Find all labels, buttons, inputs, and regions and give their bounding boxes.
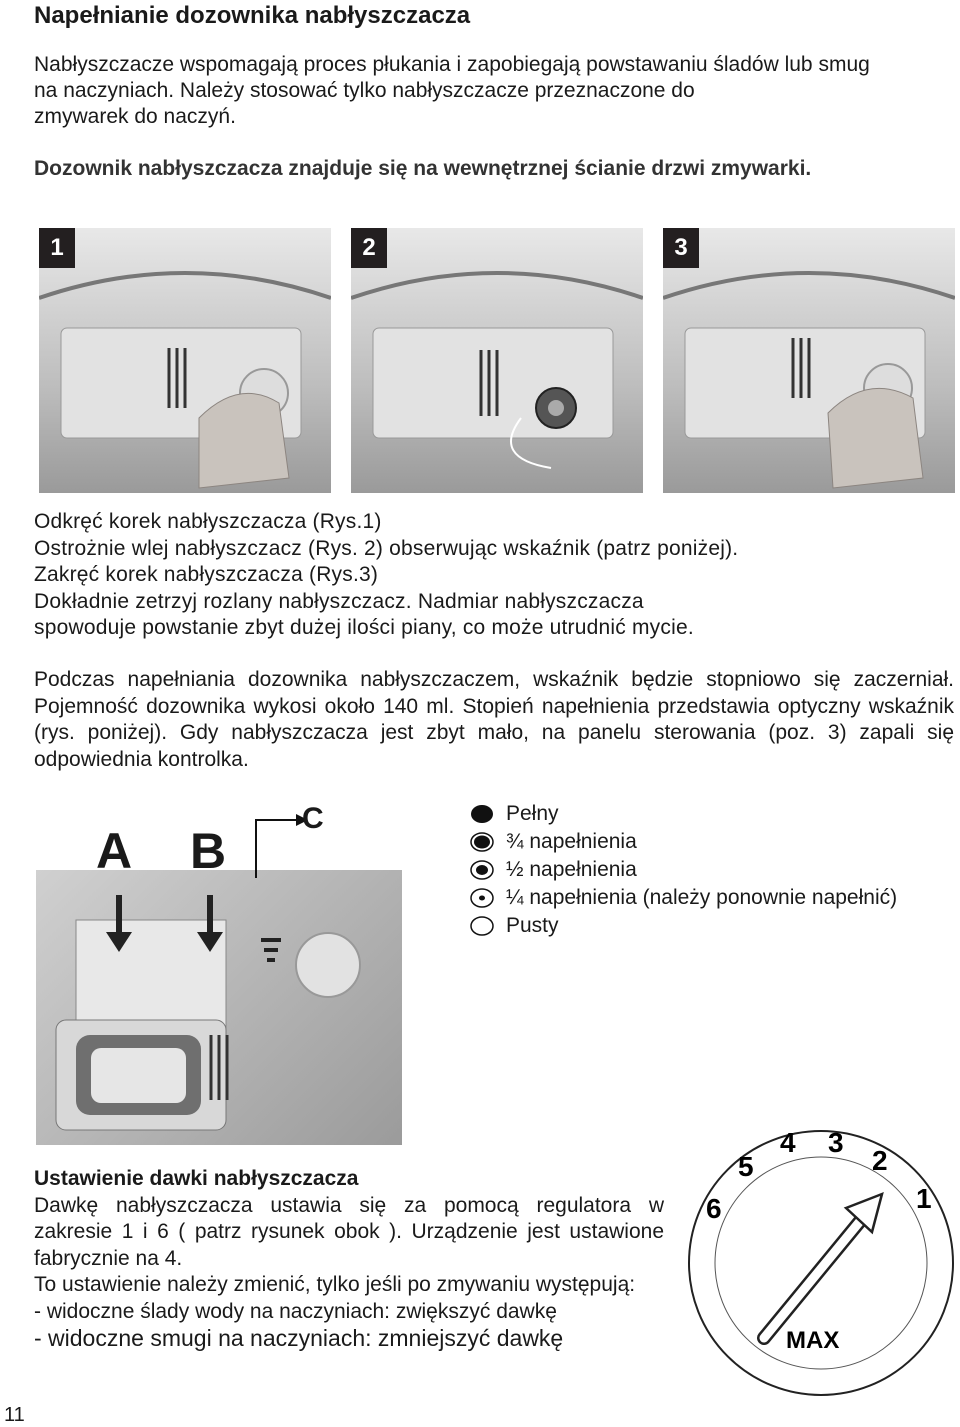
step-3: Zakręć korek nabłyszczacza (Rys.3)	[34, 563, 379, 586]
intro-line-2: na naczyniach. Należy stosować tylko nabłyszczacze przeznaczone do	[34, 79, 695, 102]
legend-three-quarter: ¾ napełnienia	[470, 828, 637, 856]
dispenser-illustration	[39, 228, 331, 493]
intro-line-3: zmywarek do naczyń.	[34, 105, 236, 128]
step-5: spowoduje powstanie zbyt dużej ilości piany, co może utrudnić mycie.	[34, 616, 694, 639]
page-number: 11	[4, 1404, 25, 1426]
dial-number-1: 1	[916, 1183, 932, 1214]
dispenser-illustration	[663, 228, 955, 493]
dial-number-6: 6	[706, 1193, 722, 1224]
photo-number: 3	[663, 228, 699, 268]
page-title: Napełnianie dozownika nabłyszczacza	[34, 2, 471, 29]
photo-step-2	[351, 228, 643, 493]
label-a: A	[96, 823, 133, 879]
photo-step-3	[663, 228, 955, 493]
filling-description: Podczas napełniania dozownika nabłyszczaczem, wskaźnik będzie stopniowo się zaczerniał. Pojemność dozownika wykosi około 140 ml. Stopień napełnienia przedstawia optyczny wskaźnik (rys. poniżej). Gdy nabłyszczacza jest zbyt mało, na panelu sterowania (poz. 3) zapali się odpowiednia kontrolka.	[34, 668, 954, 771]
dial-number-3: 3	[828, 1128, 844, 1158]
step-1: Odkręć korek nabłyszczacza (Rys.1)	[34, 510, 382, 533]
filling-steps	[34, 509, 738, 642]
indicator-three-quarter-icon	[470, 831, 496, 853]
legend-full: Pełny	[470, 800, 559, 828]
label-c: C	[302, 802, 324, 835]
legend-half: ½ napełnienia	[470, 856, 637, 884]
step-4: Dokładnie zetrzyj rozlany nabłyszczacz. Nadmiar nabłyszczacza	[34, 589, 644, 613]
photo-step-1	[39, 228, 331, 493]
dispenser-diagram	[36, 870, 402, 1145]
indicator-quarter-icon	[470, 887, 496, 909]
indicator-empty-icon	[470, 915, 496, 937]
dial-number-4: 4	[780, 1128, 796, 1158]
dose-bullet-2: - widoczne smugi na naczyniach: zmniejszyć dawkę	[34, 1325, 564, 1351]
indicator-full-icon	[470, 803, 496, 825]
dose-text-1: Dawkę nabłyszczacza ustawia się za pomocą regulatora w zakresie 1 i 6 ( patrz rysunek obok ). Urządzenie jest ustawione fabrycznie na 4.	[34, 1193, 664, 1270]
dispenser-illustration	[351, 228, 643, 493]
photo-number: 2	[351, 228, 387, 268]
dose-heading: Ustawienie dawki nabłyszczacza	[34, 1167, 359, 1190]
dose-section	[34, 1166, 664, 1352]
indicator-half-icon	[470, 859, 496, 881]
step-2: Ostrożnie wlej nabłyszczacz (Rys. 2) obserwując wskaźnik (patrz poniżej).	[34, 536, 739, 560]
dial-number-2: 2	[872, 1145, 888, 1176]
photo-number: 1	[39, 228, 75, 268]
legend-quarter: ¼ napełnienia (należy ponownie napełnić)	[470, 884, 897, 912]
dose-text-2: To ustawienie należy zmienić, tylko jeśli po zmywaniu występują:	[34, 1273, 636, 1296]
legend-empty: Pusty	[470, 912, 559, 940]
dial-number-5: 5	[738, 1151, 754, 1182]
location-note: Dozownik nabłyszczacza znajduje się na wewnętrznej ścianie drzwi zmywarki.	[34, 157, 812, 180]
dial-max-label: MAX	[786, 1327, 840, 1354]
arrow-c	[240, 810, 310, 880]
dose-dial	[686, 1128, 956, 1398]
label-b: B	[190, 823, 227, 879]
intro-line-1: Nabłyszczacze wspomagają proces płukania i zapobiegają powstawaniu śladów lub smug	[34, 53, 870, 76]
dispenser-photo	[36, 870, 402, 1145]
dose-bullet-1: - widoczne ślady wody na naczyniach: zwiększyć dawkę	[34, 1299, 557, 1323]
